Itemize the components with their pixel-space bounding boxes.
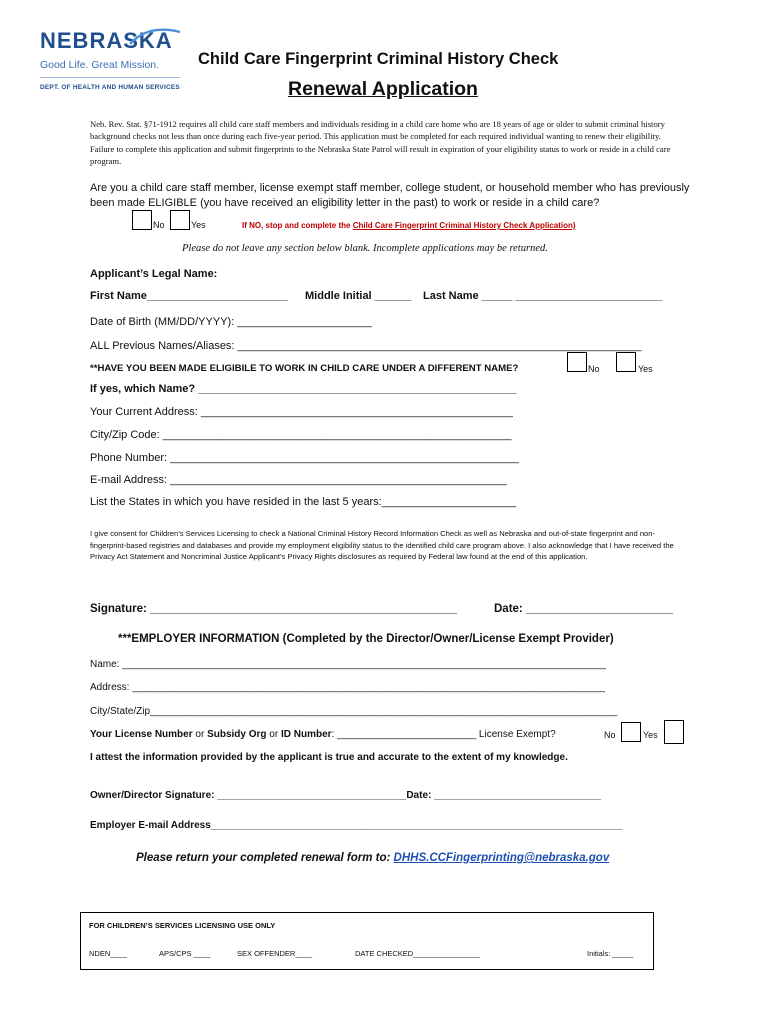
license-exempt-no-label: No: [604, 730, 616, 740]
license-exempt-yes-checkbox[interactable]: [664, 720, 684, 744]
signature-date-field[interactable]: Date: _______________________: [494, 603, 674, 615]
stop-note-prefix: If NO, stop and complete the: [242, 221, 353, 230]
initials-field[interactable]: Initials: _____: [587, 949, 634, 958]
aps-cps-field[interactable]: APS/CPS ____: [159, 949, 211, 958]
consent-paragraph: I give consent for Children’s Services Licensing to check a National Criminal History Record Information Check as well as Nebraska and out-of-state fingerprint and non-fingerprint-based registries and databases and provide my employment eligibility status to the identified child care program above. I also acknowledge that I have received the Privacy Act Statement and Noncriminal Justice Applicant’s Privacy Rights disclosures as required by Federal law found at the end of this application.: [90, 529, 674, 562]
logo-divider: [40, 77, 180, 78]
different-name-no-checkbox[interactable]: [567, 352, 587, 372]
employer-address-field[interactable]: Address: _____________________________________________________________________________________: [90, 682, 605, 693]
license-number-label: Your License Number: [90, 729, 193, 740]
signature-field[interactable]: Signature: ________________________________________________: [90, 603, 458, 615]
different-name-yes-checkbox[interactable]: [616, 352, 636, 372]
nden-field[interactable]: NDEN____: [89, 949, 127, 958]
employer-email-field[interactable]: Employer E-mail Address__________________________________________________________________________: [90, 820, 623, 831]
employer-heading: ***EMPLOYER INFORMATION (Completed by the Director/Owner/License Exempt Provider): [118, 633, 614, 645]
eligible-no-label: No: [153, 220, 165, 230]
city-zip-field[interactable]: City/Zip Code: _________________________________________________________: [90, 429, 512, 441]
return-text: Please return your completed renewal form to:: [136, 852, 394, 864]
last-name-field[interactable]: Last Name _____ ________________________: [423, 290, 663, 302]
attest-statement: I attest the information provided by the applicant is true and accurate to the extent of my knowledge.: [90, 752, 568, 763]
phone-field[interactable]: Phone Number: _________________________________________________________: [90, 452, 519, 464]
dob-field[interactable]: Date of Birth (MM/DD/YYYY): ______________________: [90, 316, 372, 328]
page-subtitle: Renewal Application: [288, 78, 478, 100]
application-link[interactable]: Child Care Fingerprint Criminal History Check Application): [352, 221, 576, 230]
return-email-link[interactable]: DHHS.CCFingerprinting@nebraska.gov: [393, 852, 610, 864]
logo-dept: DEPT. OF HEALTH AND HUMAN SERVICES: [40, 84, 180, 91]
license-or-2: or: [266, 729, 281, 740]
page-title: Child Care Fingerprint Criminal History Check: [198, 50, 559, 68]
license-exempt-question: : _________________________ License Exempt?: [331, 729, 556, 740]
license-number-field[interactable]: [90, 729, 556, 740]
first-name-field[interactable]: First Name_______________________: [90, 290, 288, 302]
owner-signature-field[interactable]: Owner/Director Signature: __________________________________Date: ______________________________: [90, 790, 601, 801]
employer-name-field[interactable]: Name: _______________________________________________________________________________________: [90, 659, 607, 670]
license-exempt-yes-label: Yes: [643, 730, 658, 740]
email-field[interactable]: E-mail Address: _______________________________________________________: [90, 474, 507, 486]
logo-swoosh-icon: [128, 22, 184, 52]
eligible-yes-label: Yes: [191, 220, 206, 230]
different-name-yes-label: Yes: [638, 364, 653, 374]
return-instruction: [136, 852, 609, 864]
intro-paragraph: Neb. Rev. Stat. §71-1912 requires all child care staff members and individuals residing in a child care home who are 18 years of age or older to submit criminal history background checks not less than once during each five-year period. This application must be completed for each required individual wanting to renew their eligibility. Failure to complete this application and submit fingerprints to the Nebraska State Patrol will result in expiration of your eligibility status to work or reside in a child care program.: [90, 119, 671, 167]
logo-tagline: Good Life. Great Mission.: [40, 59, 160, 71]
eligible-no-checkbox[interactable]: [132, 210, 152, 230]
license-exempt-no-checkbox[interactable]: [621, 722, 641, 742]
different-name-question: **HAVE YOU BEEN MADE ELIGIBILE TO WORK IN CHILD CARE UNDER A DIFFERENT NAME?: [90, 363, 519, 374]
states-field[interactable]: List the States in which you have resided in the last 5 years:______________________: [90, 496, 517, 508]
blank-notice: Please do not leave any section below blank. Incomplete applications may be returned.: [182, 243, 548, 254]
middle-initial-field[interactable]: Middle Initial ______: [305, 290, 412, 302]
office-use-title: FOR CHILDREN’S SERVICES LICENSING USE ONLY: [89, 921, 276, 930]
address-field[interactable]: Your Current Address: ___________________________________________________: [90, 406, 513, 418]
different-name-no-label: No: [588, 364, 600, 374]
aliases-field[interactable]: ALL Previous Names/Aliases: __________________________________________________________________: [90, 340, 642, 352]
employer-city-field[interactable]: City/State/Zip____________________________________________________________________________________: [90, 706, 618, 717]
eligible-stop-note: [242, 221, 576, 230]
which-name-field[interactable]: If yes, which Name? ____________________________________________________: [90, 383, 517, 395]
id-number-label: ID Number: [280, 729, 332, 740]
license-or-1: or: [192, 729, 208, 740]
applicant-heading: Applicant’s Legal Name:: [90, 268, 218, 280]
eligible-yes-checkbox[interactable]: [170, 210, 190, 230]
date-checked-field[interactable]: DATE CHECKED________________: [355, 949, 480, 958]
sex-offender-field[interactable]: SEX OFFENDER____: [237, 949, 313, 958]
eligibility-question: Are you a child care staff member, license exempt staff member, college student, or household member who has previously been made ELIGIBLE (you have received an eligibility letter in the past) to work or reside in a child care?: [90, 182, 690, 209]
office-use-box: [80, 912, 654, 970]
logo-wordmark: NEBRASKA: [40, 28, 173, 53]
subsidy-org-label: Subsidy Org: [207, 729, 267, 740]
